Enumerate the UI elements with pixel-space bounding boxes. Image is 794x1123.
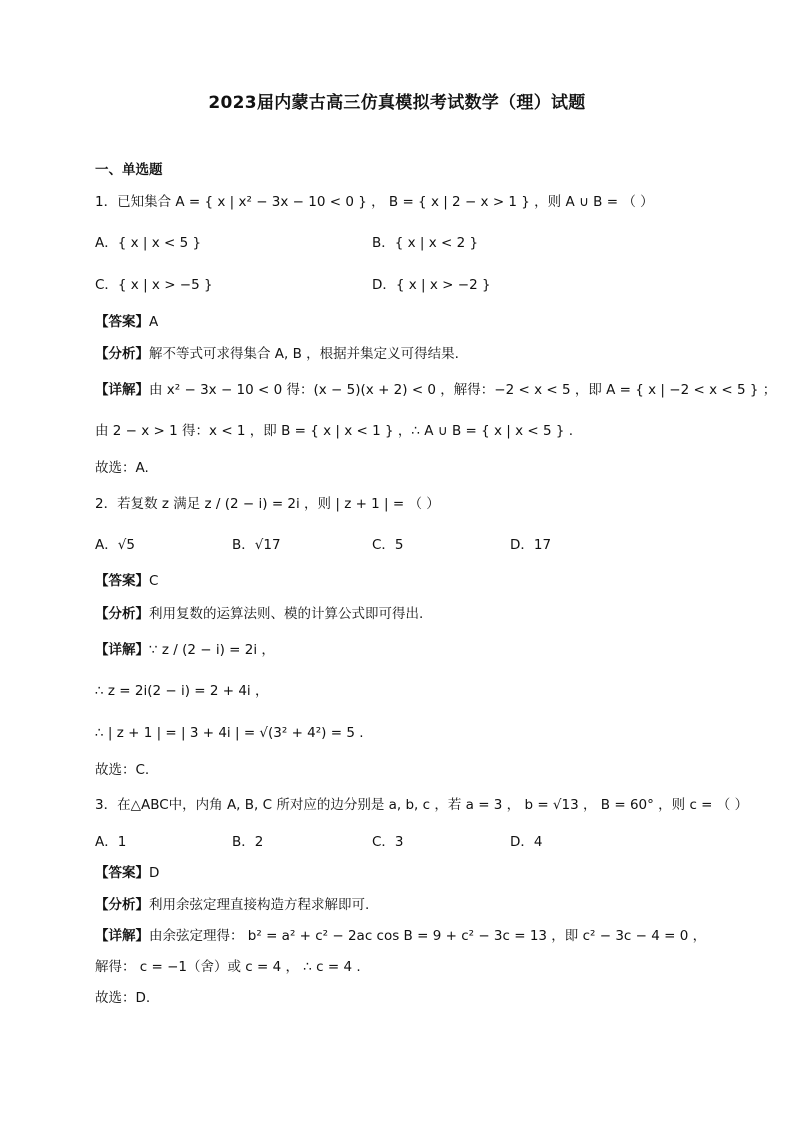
q2-option-b: B．√17 (232, 537, 281, 553)
detail-text: 由余弦定理得： b² = a² + c² − 2ac cos B = 9 + c² − 3c = 13 ，即 c² − 3c − 4 = 0 ， (149, 928, 707, 944)
analysis-text: 利用余弦定理直接构造方程求解即可. (149, 897, 370, 913)
q1-option-c: C．{ x | x > −5 } (95, 277, 213, 293)
q1-stem: 1．已知集合 A = { x | x² − 3x − 10 < 0 } ， B = { x | 2 − x > 1 } ，则 A ∪ B = （ ） (95, 194, 654, 210)
q1-answer (95, 312, 158, 332)
q2-answer (95, 571, 158, 591)
q1-option-a: A．{ x | x < 5 } (95, 235, 202, 251)
detail-text: 由 x² − 3x − 10 < 0 得：(x − 5)(x + 2) < 0 ，解得：−2 < x < 5 ，即 A = { x | −2 < x < 5 } ； (149, 382, 777, 398)
analysis-text: 解不等式可求得集合 A, B ，根据并集定义可得结果. (149, 346, 459, 362)
analysis-tag: 【分析】 (95, 346, 149, 362)
detail-tag: 【详解】 (95, 642, 149, 658)
section-heading: 一、单选题 (95, 162, 163, 178)
q1-detail-1 (95, 380, 776, 400)
analysis-tag: 【分析】 (95, 606, 149, 622)
q2-conclusion: 故选：C. (95, 762, 150, 778)
q1-option-b: B．{ x | x < 2 } (372, 235, 479, 251)
q2-option-d: D．17 (510, 537, 552, 553)
q3-option-c: C．3 (372, 834, 404, 850)
q3-answer (95, 863, 159, 883)
q3-option-d: D．4 (510, 834, 543, 850)
q3-option-a: A．1 (95, 834, 127, 850)
q2-option-c: C．5 (372, 537, 404, 553)
q2-detail-1 (95, 640, 275, 660)
answer-value: A (149, 314, 159, 330)
detail-tag: 【详解】 (95, 928, 149, 944)
q3-stem: 3．在△ABC中，内角 A, B, C 所对应的边分别是 a, b, c ，若 a = 3 ， b = √13 ， B = 60° ，则 c = （ ） (95, 797, 749, 813)
page-title: 2023届内蒙古高三仿真模拟考试数学（理）试题 (208, 93, 586, 113)
answer-value: D (149, 865, 160, 881)
q2-stem: 2．若复数 z 满足 z / (2 − i) = 2i ，则 | z + 1 | = （ ） (95, 496, 440, 512)
answer-tag: 【答案】 (95, 573, 149, 589)
q2-detail-2: ∴ z = 2i(2 − i) = 2 + 4i ， (95, 683, 269, 699)
answer-value: C (149, 573, 159, 589)
q1-conclusion: 故选：A. (95, 460, 149, 476)
q1-option-d: D．{ x | x > −2 } (372, 277, 491, 293)
q2-analysis (95, 604, 423, 624)
q3-conclusion: 故选：D. (95, 990, 151, 1006)
detail-tag: 【详解】 (95, 382, 149, 398)
q2-option-a: A．√5 (95, 537, 135, 553)
answer-tag: 【答案】 (95, 865, 149, 881)
q2-detail-3: ∴ | z + 1 | = | 3 + 4i | = √(3² + 4²) = 5 . (95, 725, 364, 741)
q1-analysis (95, 344, 459, 364)
q3-detail-1 (95, 926, 706, 946)
analysis-text: 利用复数的运算法则、模的计算公式即可得出. (149, 606, 424, 622)
q3-analysis (95, 895, 369, 915)
q3-detail-2: 解得： c = −1（舍）或 c = 4 ， ∴ c = 4 . (95, 959, 361, 975)
q1-detail-2: 由 2 − x > 1 得：x < 1 ，即 B = { x | x < 1 } ，∴ A ∪ B = { x | x < 5 } . (95, 423, 574, 439)
q3-option-b: B．2 (232, 834, 264, 850)
answer-tag: 【答案】 (95, 314, 149, 330)
detail-text: ∵ z / (2 − i) = 2i ， (149, 642, 275, 658)
analysis-tag: 【分析】 (95, 897, 149, 913)
